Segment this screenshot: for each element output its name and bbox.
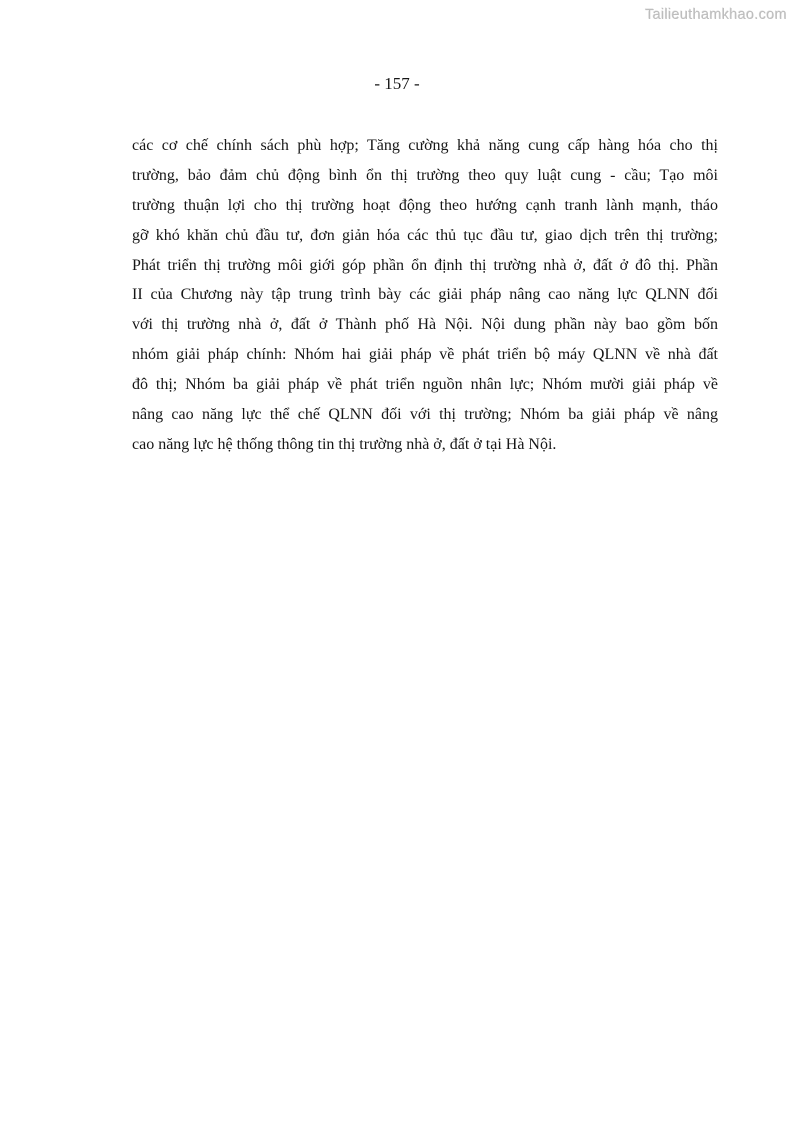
paragraph-line: trường thuận lợi cho thị trường hoạt động theo hướng cạnh tranh lành mạnh, tháo (132, 196, 718, 214)
paragraph-line: đô thị; Nhóm ba giải pháp về phát triển nguồn nhân lực; Nhóm mười giải pháp về (132, 376, 718, 394)
paragraph-line: nâng cao năng lực thể chế QLNN đối với thị trường; Nhóm ba giải pháp về nâng (132, 406, 718, 424)
watermark-text: Tailieuthamkhao.com (645, 7, 787, 23)
page-number: - 157 - (374, 74, 420, 93)
paragraph-line: gỡ khó khăn chủ đầu tư, đơn giản hóa các thủ tục đầu tư, giao dịch trên thị trường; (132, 226, 718, 244)
paragraph-line: cao năng lực hệ thống thông tin thị trường nhà ở, đất ở tại Hà Nội. (132, 435, 557, 453)
paragraph-line: các cơ chế chính sách phù hợp; Tăng cường khả năng cung cấp hàng hóa cho thị (132, 137, 718, 154)
paragraph-line: II của Chương này tập trung trình bày các giải pháp nâng cao năng lực QLNN đối (132, 286, 718, 304)
paragraph-line: Phát triển thị trường môi giới góp phần ổn định thị trường nhà ở, đất ở đô thị. Phần (132, 256, 718, 274)
paragraph-line: trường, bảo đảm chủ động bình ổn thị trường theo quy luật cung - cầu; Tạo môi (132, 166, 718, 184)
paragraph-line: với thị trường nhà ở, đất ở Thành phố Hà Nội. Nội dung phần này bao gồm bốn (132, 316, 718, 334)
paragraph-line: nhóm giải pháp chính: Nhóm hai giải pháp về phát triển bộ máy QLNN về nhà đất (132, 346, 718, 364)
body-paragraph (132, 131, 718, 460)
